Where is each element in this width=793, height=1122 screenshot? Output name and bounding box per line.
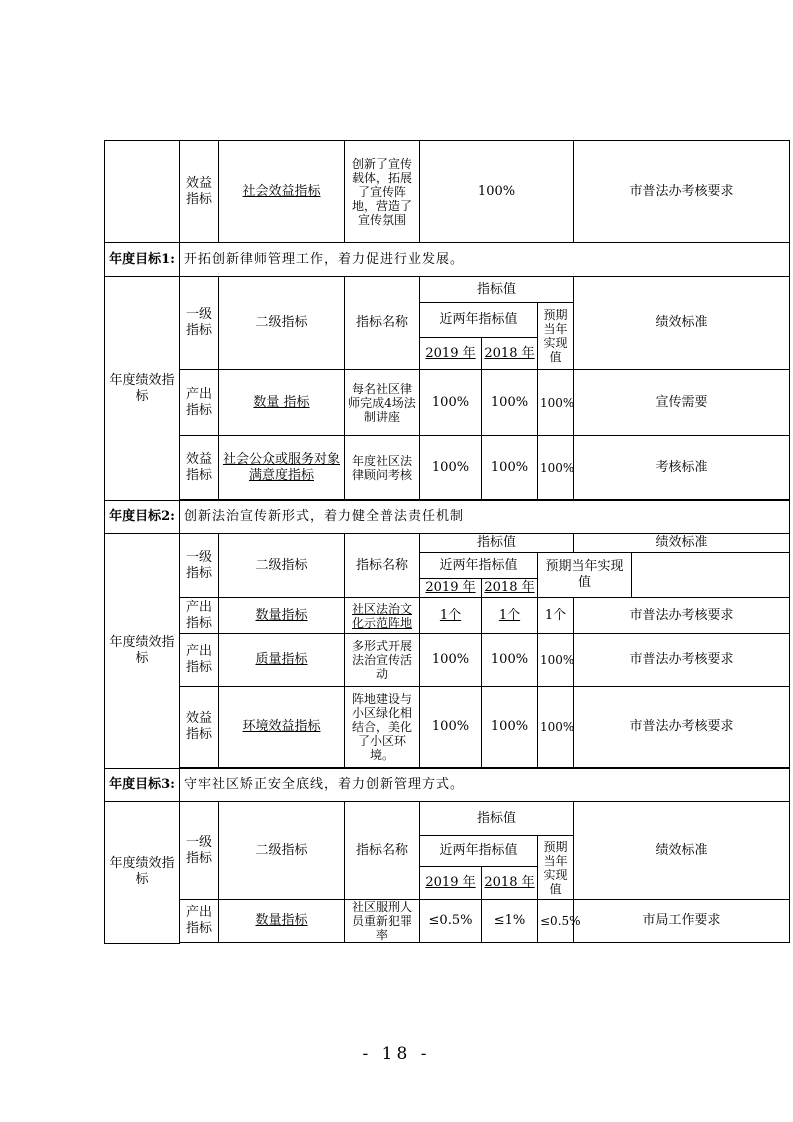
page-number: - 18 - xyxy=(362,1044,431,1064)
standard-cell: 市普法办考核要求 xyxy=(574,687,790,768)
expected-cell: 1个 xyxy=(538,598,574,634)
name-header: 指标名称 xyxy=(345,802,420,900)
goal1-text: 开拓创新律师管理工作，着力促进行业发展。 xyxy=(180,243,790,277)
value-2019-text: 1个 xyxy=(439,607,462,623)
expected-cell: 100% xyxy=(538,370,574,436)
indicator-name-cell: 多形式开展法治宣传活动 xyxy=(345,634,420,687)
expected-header: 预期当年实现值 xyxy=(538,553,632,598)
value-2019-cell xyxy=(420,598,482,634)
expected-cell: 100% xyxy=(538,436,574,500)
name-header: 指标名称 xyxy=(345,534,420,598)
year-2018-text: 2018 年 xyxy=(484,580,535,595)
year-2018-text: 2018 年 xyxy=(484,875,535,890)
value-2018-cell: ≤1% xyxy=(482,900,538,943)
level2-header: 二级指标 xyxy=(219,534,345,598)
goal3-label: 年度目标3: xyxy=(105,769,180,802)
level2-header: 二级指标 xyxy=(219,277,345,370)
perf-label: 年度绩效指标 xyxy=(105,534,180,769)
empty-cell xyxy=(632,553,790,598)
indicator-name-cell: 阵地建设与小区绿化相结合，美化了小区环境。 xyxy=(345,687,420,768)
level2-cell xyxy=(219,687,345,768)
level2-cell xyxy=(219,900,345,943)
year-2019-header xyxy=(420,867,482,900)
expected-cell: 100% xyxy=(538,634,574,687)
recent-header: 近两年指标值 xyxy=(420,303,538,338)
level1-header: 一级指标 xyxy=(180,534,219,598)
value-2018-cell: 100% xyxy=(482,436,538,500)
indicator-name-cell: 年度社区法律顾问考核 xyxy=(345,436,420,500)
level2-text: 数量 指标 xyxy=(253,394,310,410)
value-2019-cell: 100% xyxy=(420,634,482,687)
level2-text: 社会效益指标 xyxy=(242,183,321,199)
goal2-label: 年度目标2: xyxy=(105,501,180,534)
level1-cell: 效益指标 xyxy=(180,687,219,768)
value-2018-cell: 100% xyxy=(482,370,538,436)
expected-cell: ≤0.5% xyxy=(538,900,574,943)
value-2019-cell: 100% xyxy=(420,436,482,500)
empty-cell xyxy=(105,141,180,243)
level2-text: 质量指标 xyxy=(255,652,308,667)
standard-cell: 考核标准 xyxy=(574,436,790,500)
value-2018-cell xyxy=(482,598,538,634)
level1-cell: 效益指标 xyxy=(180,141,219,243)
indicator-name-cell: 创新了宣传载体，拓展了宣传阵地，营造了宣传氛围 xyxy=(345,141,420,243)
level2-cell xyxy=(219,141,345,243)
level1-header: 一级指标 xyxy=(180,802,219,900)
performance-table xyxy=(104,140,790,944)
expected-header: 预期当年实现值 xyxy=(538,303,574,370)
perf-label: 年度绩效指标 xyxy=(105,277,180,501)
standard-cell: 宣传需要 xyxy=(574,370,790,436)
year-2018-header xyxy=(482,338,538,370)
level2-header: 二级指标 xyxy=(219,802,345,900)
indicator-name-cell xyxy=(345,598,420,634)
standard-cell: 市普法办考核要求 xyxy=(574,141,790,243)
value-2019-cell: 100% xyxy=(420,370,482,436)
recent-header: 近两年指标值 xyxy=(420,553,538,579)
level1-header: 一级指标 xyxy=(180,277,219,370)
level1-cell: 产出指标 xyxy=(180,900,219,943)
value-2018-text: 1个 xyxy=(498,607,521,623)
level1-cell: 产出指标 xyxy=(180,634,219,687)
standard-header: 绩效标准 xyxy=(574,534,790,553)
level2-text: 数量指标 xyxy=(255,607,308,623)
level2-text: 社会公众或服务对象满意度指标 xyxy=(222,451,340,483)
year-2019-header xyxy=(420,338,482,370)
standard-header: 绩效标准 xyxy=(574,802,790,900)
standard-cell: 市普法办考核要求 xyxy=(574,598,790,634)
level1-cell: 产出指标 xyxy=(180,598,219,634)
year-2018-text: 2018 年 xyxy=(484,345,535,361)
value-cell: 100% xyxy=(420,141,574,243)
value-2018-cell: 100% xyxy=(482,634,538,687)
indicator-name-cell: 社区服刑人员重新犯罪率 xyxy=(345,900,420,943)
level2-text: 数量指标 xyxy=(255,913,308,928)
indicator-name-cell: 每名社区律师完成4场法制讲座 xyxy=(345,370,420,436)
value-2019-cell: ≤0.5% xyxy=(420,900,482,943)
value-2018-cell: 100% xyxy=(482,687,538,768)
expected-header: 预期当年实现值 xyxy=(538,836,574,900)
level1-cell: 效益指标 xyxy=(180,436,219,500)
indicator-name-text: 社区法治文化示范阵地 xyxy=(351,601,412,630)
standard-cell: 市局工作要求 xyxy=(574,900,790,943)
year-2019-header xyxy=(420,579,482,598)
year-2019-text: 2019 年 xyxy=(425,345,476,361)
year-2019-text: 2019 年 xyxy=(425,875,476,890)
level2-text: 环境效益指标 xyxy=(242,719,321,734)
recent-header: 近两年指标值 xyxy=(420,836,538,867)
goal1-label: 年度目标1: xyxy=(105,243,180,277)
level2-cell xyxy=(219,634,345,687)
level1-cell: 产出指标 xyxy=(180,370,219,436)
standard-header: 绩效标准 xyxy=(574,277,790,370)
perf-label: 年度绩效指标 xyxy=(105,802,180,944)
value-header: 指标值 xyxy=(420,802,574,836)
year-2018-header xyxy=(482,867,538,900)
year-2018-header xyxy=(482,579,538,598)
level2-cell xyxy=(219,370,345,436)
value-header: 指标值 xyxy=(420,277,574,303)
goal2-text: 创新法治宣传新形式，着力健全普法责任机制 xyxy=(180,501,790,534)
goal3-text: 守牢社区矫正安全底线，着力创新管理方式。 xyxy=(180,769,790,802)
value-2019-cell: 100% xyxy=(420,687,482,768)
level2-cell xyxy=(219,598,345,634)
level2-cell xyxy=(219,436,345,500)
value-header: 指标值 xyxy=(420,534,574,553)
spacer xyxy=(180,943,790,944)
year-2019-text: 2019 年 xyxy=(425,580,476,595)
name-header: 指标名称 xyxy=(345,277,420,370)
standard-cell: 市普法办考核要求 xyxy=(574,634,790,687)
expected-cell: 100% xyxy=(538,687,574,768)
